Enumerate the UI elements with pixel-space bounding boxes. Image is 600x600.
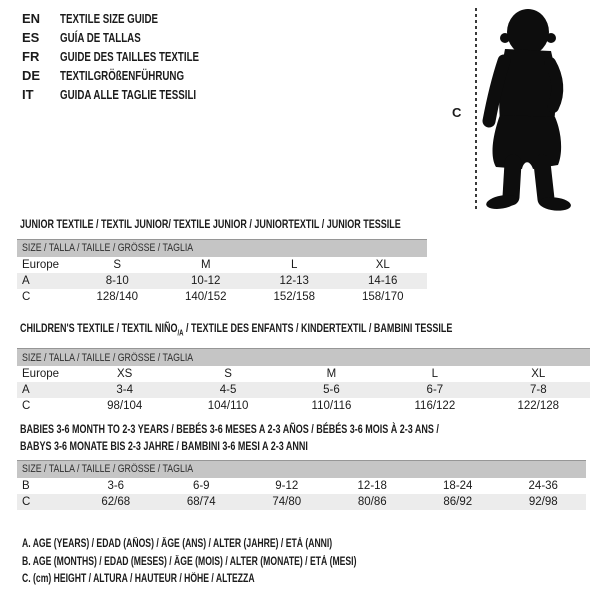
size-header-text: SIZE / TALLA / TAILLE / GRÖSSE / TAGLIA	[22, 351, 194, 364]
value-cell: 122/128	[517, 399, 560, 412]
language-code: FR	[22, 49, 40, 64]
language-row	[22, 66, 245, 85]
value-cell: 3-4	[73, 382, 176, 398]
value-cell: 3-6	[107, 479, 125, 492]
value-cell: 104/110	[207, 399, 249, 412]
size-header-row	[17, 461, 586, 478]
value-cell: 68/74	[159, 494, 245, 510]
value-cell: 80/86	[330, 494, 416, 510]
footnote-a: A. AGE (YEARS) / EDAD (AÑOS) / ÂGE (ANS) / ALTER (JAHRE) / ETÀ (ANNI)	[22, 538, 333, 550]
value-cell: 4-5	[176, 382, 279, 398]
table-row	[17, 366, 590, 382]
value-cell: XL	[375, 258, 390, 271]
value-cell: 74/80	[244, 494, 330, 510]
babies-table-title	[17, 421, 586, 455]
guide-title: GUIDE DES TAILLES TEXTILE	[60, 49, 200, 64]
footnote-legend	[22, 536, 468, 589]
language-code: EN	[22, 11, 41, 26]
value-cell: S	[113, 258, 122, 271]
value-cell: 14-16	[339, 273, 428, 289]
table-row	[17, 398, 590, 414]
children-size-table	[17, 348, 590, 414]
language-code: DE	[22, 68, 41, 83]
children-table-section	[17, 320, 596, 414]
value-cell: 6-7	[383, 382, 486, 398]
babies-table-section	[17, 421, 586, 510]
table-row	[17, 273, 427, 289]
value-cell: 12-18	[357, 479, 387, 492]
table-row	[17, 478, 586, 494]
value-cell: 6-9	[192, 479, 210, 492]
row-label: C	[17, 494, 73, 510]
size-header-text: SIZE / TALLA / TAILLE / GRÖSSE / TAGLIA	[22, 242, 194, 255]
size-header-cell	[17, 349, 590, 366]
value-cell: 92/98	[501, 494, 587, 510]
row-label: C	[22, 399, 31, 412]
size-header-text: SIZE / TALLA / TAILLE / GRÖSSE / TAGLIA	[22, 463, 194, 476]
junior-table-section	[17, 216, 528, 305]
value-cell: XS	[117, 367, 133, 380]
value-cell: 110/116	[311, 399, 352, 412]
value-cell: 152/158	[273, 290, 316, 303]
junior-size-table	[17, 239, 427, 305]
value-cell: 24-36	[528, 479, 558, 492]
value-cell: 128/140	[96, 290, 139, 303]
children-table-title-text: CHILDREN'S TEXTILE / TEXTIL $NIÑO_{/A}$ / TEXTILE DES ENFANTS / KINDERTEXTIL / BAMBINI TESSILE	[20, 321, 453, 338]
value-cell: M	[200, 258, 211, 271]
row-label: C	[22, 290, 31, 303]
value-cell: 9-12	[275, 479, 299, 492]
guide-title: TEXTILGRÖßENFÜHRUNG	[60, 68, 185, 83]
babies-size-grid	[17, 460, 586, 510]
value-cell: 10-12	[162, 273, 251, 289]
junior-table-title	[17, 216, 528, 233]
footnote-b: B. AGE (MONTHS) / EDAD (MESES) / ÂGE (MOIS) / ALTER (MONATE) / ETÀ (MESI)	[22, 555, 357, 568]
value-cell: L	[291, 258, 298, 271]
language-title-list	[22, 9, 245, 104]
value-cell: 5-6	[280, 382, 383, 398]
value-cell: 86/92	[415, 494, 501, 510]
height-measure-dashed-line	[475, 8, 477, 212]
size-header-cell	[17, 240, 427, 257]
value-cell: L	[431, 367, 439, 380]
junior-table-title-text: JUNIOR TEXTILE / TEXTIL JUNIOR/ TEXTILE JUNIOR / JUNIORTEXTIL / JUNIOR TESSILE	[20, 217, 401, 231]
guide-title: TEXTILE SIZE GUIDE	[60, 11, 159, 26]
children-size-grid	[17, 348, 590, 414]
size-header-row	[17, 240, 427, 257]
value-cell: 62/68	[73, 494, 159, 510]
language-row	[22, 85, 245, 104]
value-cell: XL	[531, 367, 546, 380]
value-cell: 98/104	[107, 399, 143, 412]
row-label: A	[17, 273, 73, 289]
table-row	[17, 289, 427, 305]
size-header-cell	[17, 461, 586, 478]
language-row	[22, 9, 245, 28]
height-label-c: C	[452, 105, 462, 120]
babies-table-title-line2: BABYS 3-6 MONATE BIS 2-3 JAHRE / BAMBINI 3-6 MESI A 2-3 ANNI	[20, 439, 308, 453]
language-code: ES	[22, 30, 40, 45]
row-label: Europe	[22, 367, 60, 380]
table-row	[17, 494, 586, 510]
value-cell: 12-13	[250, 273, 339, 289]
babies-size-table	[17, 460, 586, 510]
value-cell: M	[326, 367, 337, 380]
value-cell: 7-8	[487, 382, 590, 398]
footnote-c: C. (cm) HEIGHT / ALTURA / HAUTEUR / HÖHE / ALTEZZA	[22, 573, 255, 585]
row-label: B	[22, 479, 30, 492]
language-row	[22, 28, 245, 47]
value-cell: 8-10	[73, 273, 162, 289]
size-header-row	[17, 349, 590, 366]
guide-title: GUÍA DE TALLAS	[60, 30, 141, 45]
row-label: Europe	[22, 258, 60, 271]
children-table-title	[17, 320, 596, 341]
value-cell: 140/152	[184, 290, 227, 303]
guide-title: GUIDA ALLE TAGLIE TESSILI	[60, 87, 197, 102]
junior-size-grid	[17, 239, 427, 305]
value-cell: 18-24	[443, 479, 473, 492]
language-code: IT	[22, 87, 34, 102]
table-row	[17, 257, 427, 273]
table-row	[17, 382, 590, 398]
value-cell: 116/122	[414, 399, 456, 412]
babies-table-title-line1: BABIES 3-6 MONTH TO 2-3 YEARS / BEBÉS 3-6 MESES A 2-3 AÑOS / BÉBÉS 3-6 MOIS À 2-3 ANS /	[20, 422, 439, 436]
row-label: A	[17, 382, 73, 398]
value-cell: 158/170	[361, 290, 404, 303]
baby-silhouette-image	[478, 5, 574, 213]
value-cell: S	[224, 367, 232, 380]
language-row	[22, 47, 245, 66]
